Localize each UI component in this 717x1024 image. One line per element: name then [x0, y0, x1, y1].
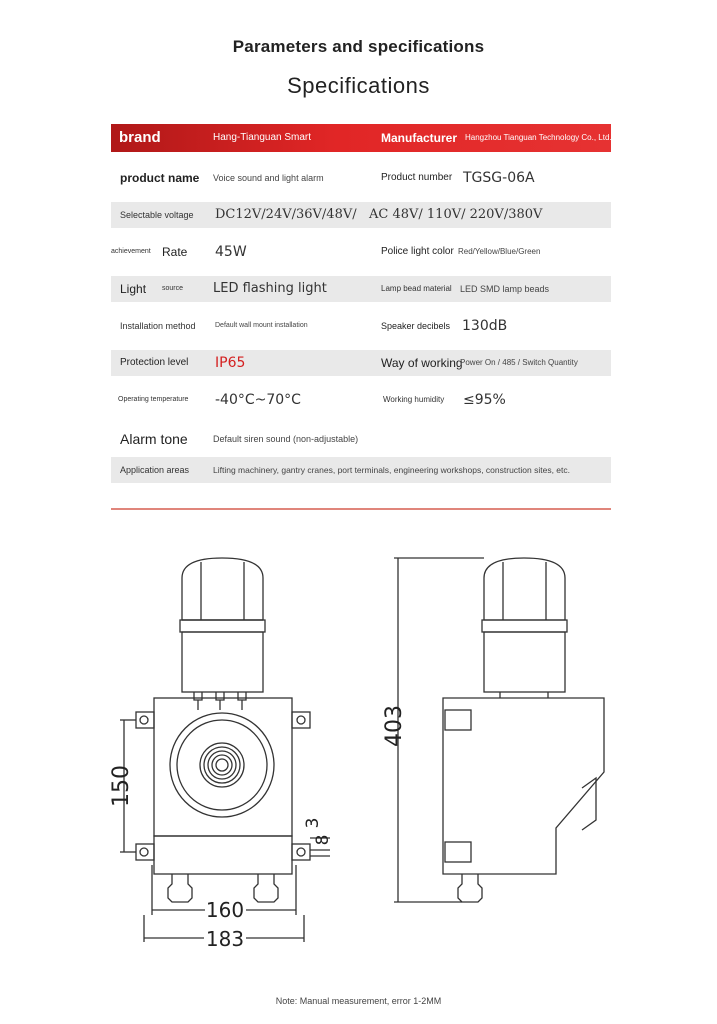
dim-150-label: 150 — [109, 765, 134, 807]
lamp-bead-material-label: Lamp bead material — [381, 284, 452, 293]
rate-value: 45W — [215, 244, 247, 260]
way-of-working-label: Way of working — [381, 356, 463, 370]
page-title: Specifications — [287, 73, 430, 98]
product-name-label: product name — [120, 171, 200, 185]
brand-label: brand — [119, 129, 161, 146]
alarm-tone-label: Alarm tone — [120, 431, 188, 447]
table-row — [111, 276, 611, 302]
dim-3-label: 3 — [303, 817, 323, 829]
manufacturer-value: Hangzhou Tianguan Technology Co., Ltd. — [465, 133, 612, 142]
brand-value: Hang-Tianguan Smart — [213, 132, 312, 143]
table-row — [111, 387, 611, 413]
section-divider — [111, 508, 611, 510]
product-name-value: Voice sound and light alarm — [213, 173, 324, 183]
table-row — [111, 202, 611, 228]
dim-8-label: 8 — [313, 834, 333, 846]
police-light-color-label: Police light color — [381, 246, 454, 257]
table-row — [111, 124, 611, 152]
dim-183-label: 183 — [205, 927, 245, 951]
table-row — [111, 350, 611, 376]
protection-level-value: IP65 — [215, 355, 246, 371]
alarm-tone-value: Default siren sound (non-adjustable) — [213, 434, 359, 444]
light-label-suffix: source — [162, 285, 184, 292]
section-heading: Parameters and specifications — [232, 37, 485, 56]
protection-level-label: Protection level — [120, 357, 189, 368]
speaker-decibels-value: 130dB — [462, 318, 508, 334]
table-row — [111, 313, 611, 339]
application-areas-value: Lifting machinery, gantry cranes, port terminals, engineering workshops, construction sites, etc. — [213, 465, 571, 475]
selectable-voltage-label: Selectable voltage — [120, 210, 194, 220]
police-light-color-value: Red/Yellow/Blue/Green — [458, 247, 541, 256]
lamp-bead-material-value: LED SMD lamp beads — [460, 284, 550, 294]
working-humidity-value: ≤95% — [463, 392, 506, 408]
installation-method-label: Installation method — [120, 321, 196, 331]
product-number-label: Product number — [381, 172, 453, 183]
manufacturer-label: Manufacturer — [381, 131, 458, 145]
dim-160-label: 160 — [205, 898, 245, 922]
dimension-drawing — [0, 520, 717, 970]
dim-403-label: 403 — [382, 705, 407, 747]
ac-voltage-value: AC 48V/ 110V/ 220V/380V — [369, 207, 543, 222]
dc-voltage-value: DC12V/24V/36V/48V/ — [215, 207, 357, 222]
way-of-working-value: Power On / 485 / Switch Quantity — [460, 358, 578, 367]
light-label: Light — [120, 282, 147, 296]
measurement-note: Note: Manual measurement, error 1-2MM — [275, 996, 442, 1006]
working-humidity-label: Working humidity — [383, 395, 445, 404]
table-row — [111, 239, 611, 265]
spec-table — [111, 124, 611, 484]
side-view — [394, 558, 604, 902]
installation-method-value: Default wall mount installation — [215, 322, 308, 329]
table-row — [111, 165, 611, 191]
rate-label-prefix: achievement — [111, 248, 151, 255]
operating-temperature-label: Operating temperature — [118, 396, 189, 403]
table-row — [111, 457, 611, 483]
rate-label: Rate — [162, 245, 188, 259]
table-row — [111, 426, 611, 452]
speaker-decibels-label: Speaker decibels — [381, 321, 451, 331]
operating-temperature-value: -40°C~70°C — [215, 392, 301, 408]
light-source-value: LED flashing light — [213, 281, 327, 296]
application-areas-label: Application areas — [120, 465, 190, 475]
front-view — [120, 558, 330, 942]
product-number-value: TGSG-06A — [463, 170, 535, 186]
